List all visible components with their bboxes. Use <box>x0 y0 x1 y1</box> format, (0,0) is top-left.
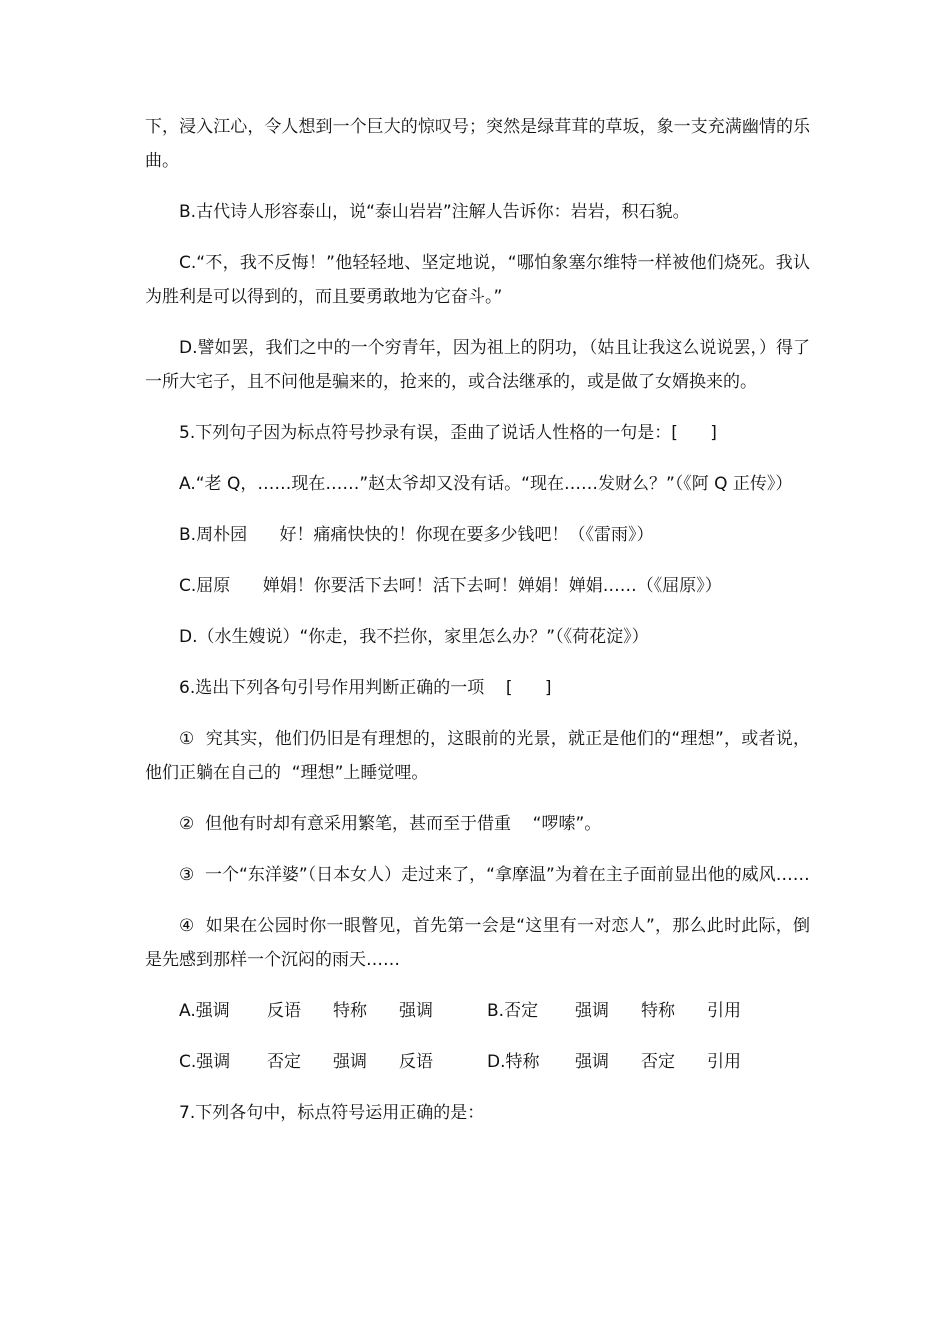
choice-c-1: C.强调 <box>179 1052 231 1072</box>
choice-d-1: D.特称 <box>487 1052 540 1072</box>
option-b-taishan: B.古代诗人形容泰山，说“泰山岩岩”注解人告诉你：岩岩，积石貌。 <box>179 202 690 222</box>
choice-b-3: 特称 <box>641 1001 675 1021</box>
choice-d-4: 引用 <box>707 1052 741 1072</box>
choice-a-1: A.强调 <box>179 1001 230 1021</box>
choice-a-4: 强调 <box>399 1001 433 1021</box>
choice-c-3: 强调 <box>333 1052 367 1072</box>
q6-choices-ab <box>179 994 810 1028</box>
q6-sentence-4: ④ 如果在公园时你一眼瞥见，首先第一会是“这里有一对恋人”，那么此时此际，倒是先感到那样一个沉闷的雨天…… <box>145 916 810 970</box>
choice-d-3: 否定 <box>641 1052 675 1072</box>
q5-option-c: C.屈原 婵娟！你要活下去呵！活下去呵！婵娟！婵娟……（《屈原》） <box>179 576 722 596</box>
choice-c-2: 否定 <box>267 1052 301 1072</box>
choice-a-3: 特称 <box>333 1001 367 1021</box>
q6-sentence-1: ① 究其实，他们仍旧是有理想的，这眼前的光景，就正是他们的“理想”，或者说，他们正躺在自己的 “理想”上睡觉哩。 <box>145 729 810 783</box>
choice-b-2: 强调 <box>575 1001 609 1021</box>
choice-a-2: 反语 <box>267 1001 301 1021</box>
question-5: 5.下列句子因为标点符号抄录有误，歪曲了说话人性格的一句是：[ ] <box>179 423 717 443</box>
question-7: 7.下列各句中，标点符号运用正确的是： <box>179 1103 485 1123</box>
q5-option-d: D.（水生嫂说）“你走，我不拦你，家里怎么办？”（《荷花淀》） <box>179 627 649 647</box>
paragraph-continuation: 下，浸入江心，令人想到一个巨大的惊叹号；突然是绿茸茸的草坂，象一支充满幽情的乐曲。 <box>145 117 810 171</box>
question-6: 6.选出下列各句引号作用判断正确的一项 [ ] <box>179 678 552 698</box>
choice-d-2: 强调 <box>575 1052 609 1072</box>
choice-b-4: 引用 <box>707 1001 741 1021</box>
choice-c-4: 反语 <box>399 1052 433 1072</box>
q6-choices-cd <box>179 1045 810 1079</box>
q5-option-a: A.“老 Q，……现在……”赵太爷却又没有话。“现在……发财么？”（《阿 Q 正传》） <box>179 474 793 494</box>
option-d-house: D.譬如罢，我们之中的一个穷青年，因为祖上的阴功，（姑且让我这么说说罢，）得了一所大宅子，且不问他是骗来的，抢来的，或合法继承的，或是做了女婿换来的。 <box>145 338 810 392</box>
choice-b-1: B.否定 <box>487 1001 539 1021</box>
option-c-quote: C.“不，我不反悔！”他轻轻地、坚定地说，“哪怕象塞尔维特一样被他们烧死。我认为胜利是可以得到的，而且要勇敢地为它奋斗。” <box>145 253 810 307</box>
document-page <box>145 110 810 1147</box>
q6-sentence-3: ③ 一个“东洋婆”（日本女人）走过来了，“拿摩温”为着在主子面前显出他的威风…… <box>179 865 810 885</box>
q5-option-b: B.周朴园 好！痛痛快快的！你现在要多少钱吧！（《雷雨》） <box>179 525 654 545</box>
q6-sentence-2: ② 但他有时却有意采用繁笔，甚而至于借重 “啰嗦”。 <box>179 814 602 834</box>
